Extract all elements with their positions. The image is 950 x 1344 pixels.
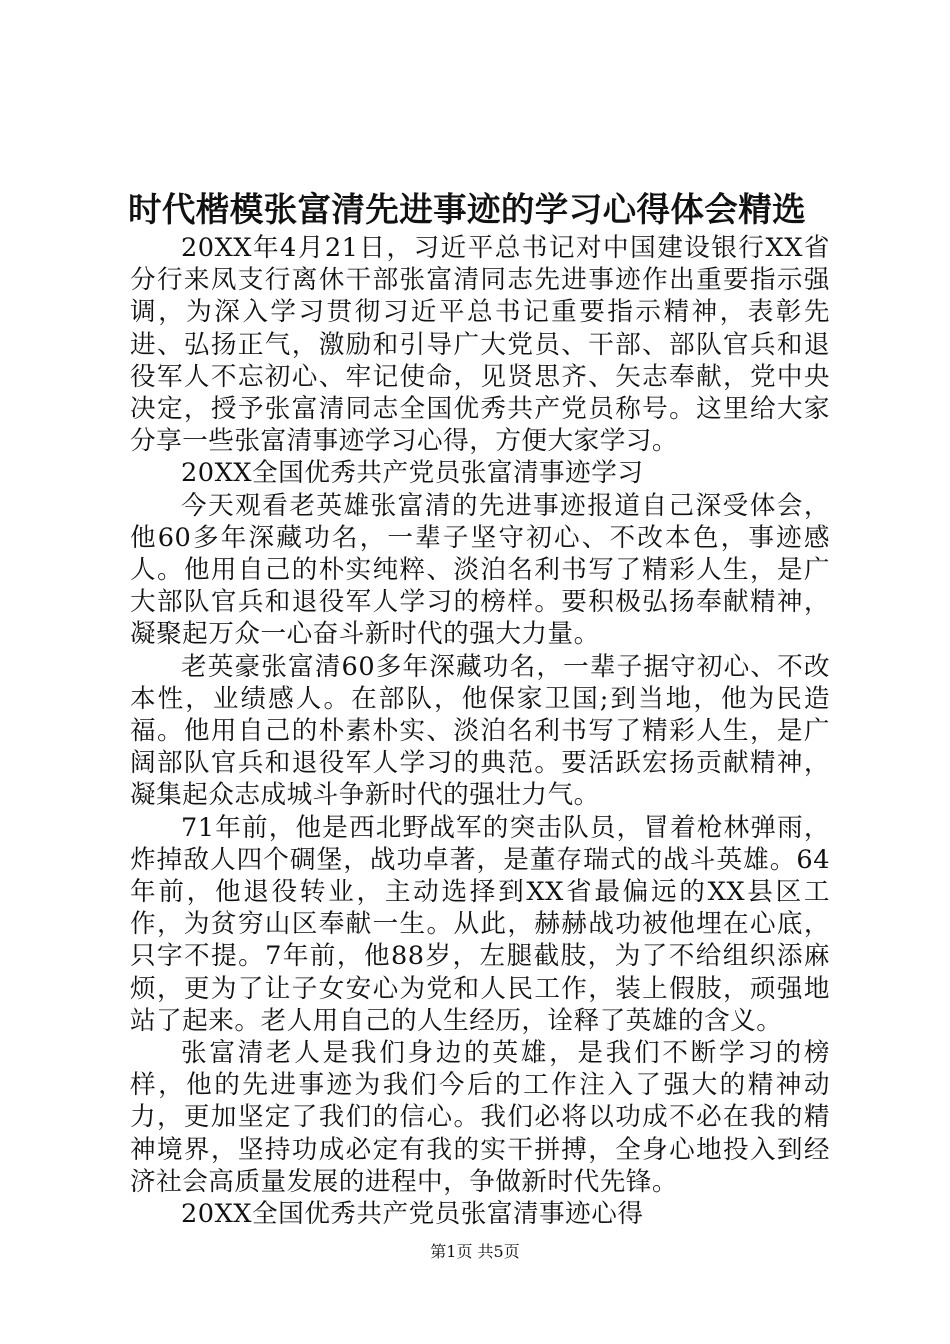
document-title: 时代楷模张富清先进事迹的学习心得体会精选 — [128, 190, 806, 229]
paragraph: 今天观看老英雄张富清的先进事迹报道自己深受体会，他60多年深藏功名，一辈子坚守初心、不改本色，事迹感人。他用自己的朴实纯粹、淡泊名利书写了精彩人生，是广大部队官兵和退役军人学习的榜样。要积极弘扬奉献精神，凝聚起万众一心奋斗新时代的强大力量。 — [130, 490, 830, 650]
document-body — [130, 232, 830, 1230]
paragraph: 71年前，他是西北野战军的突击队员，冒着枪林弹雨，炸掉敌人四个碉堡，战功卓著，是董存瑞式的战斗英雄。64年前，他退役转业，主动选择到XX省最偏远的XX县区工作，为贫穷山区奉献一生。从此，赫赫战功被他埋在心底，只字不提。7年前，他88岁，左腿截肢，为了不给组织添麻烦，更为了让子女安心为党和人民工作，装上假肢，顽强地站了起来。老人用自己的人生经历，诠释了英雄的含义。 — [130, 812, 830, 1036]
paragraph: 老英豪张富清60多年深藏功名，一辈子据守初心、不改本性，业绩感人。在部队，他保家卫国;到当地，他为民造福。他用自己的朴素朴实、淡泊名利书写了精彩人生，是广阔部队官兵和退役军人学习的典范。要活跃宏扬贡献精神，凝集起众志成城斗争新时代的强壮力气。 — [130, 651, 830, 811]
paragraph-intro: 20XX年4月21日，习近平总书记对中国建设银行XX省分行来凤支行离休干部张富清同志先进事迹作出重要指示强调，为深入学习贯彻习近平总书记重要指示精神，表彰先进、弘扬正气，激励和引导广大党员、干部、部队官兵和退役军人不忘初心、牢记使命，见贤思齐、矢志奉献，党中央决定，授予张富清同志全国优秀共产党员称号。这里给大家分享一些张富清事迹学习心得，方便大家学习。 — [130, 233, 830, 457]
section-heading-insights: 20XX全国优秀共产党员张富清事迹心得 — [181, 1199, 644, 1230]
paragraph: 张富清老人是我们身边的英雄，是我们不断学习的榜样，他的先进事迹为我们今后的工作注入了强大的精神动力，更加坚定了我们的信心。我们必将以功成不必在我的精神境界，坚持功成必定有我的实干拼搏，全身心地投入到经济社会高质量发展的进程中，争做新时代先锋。 — [130, 1038, 830, 1197]
page-number-footer: 第1页 共5页 — [430, 1242, 520, 1261]
section-heading-study: 20XX全国优秀共产党员张富清事迹学习 — [181, 458, 644, 489]
